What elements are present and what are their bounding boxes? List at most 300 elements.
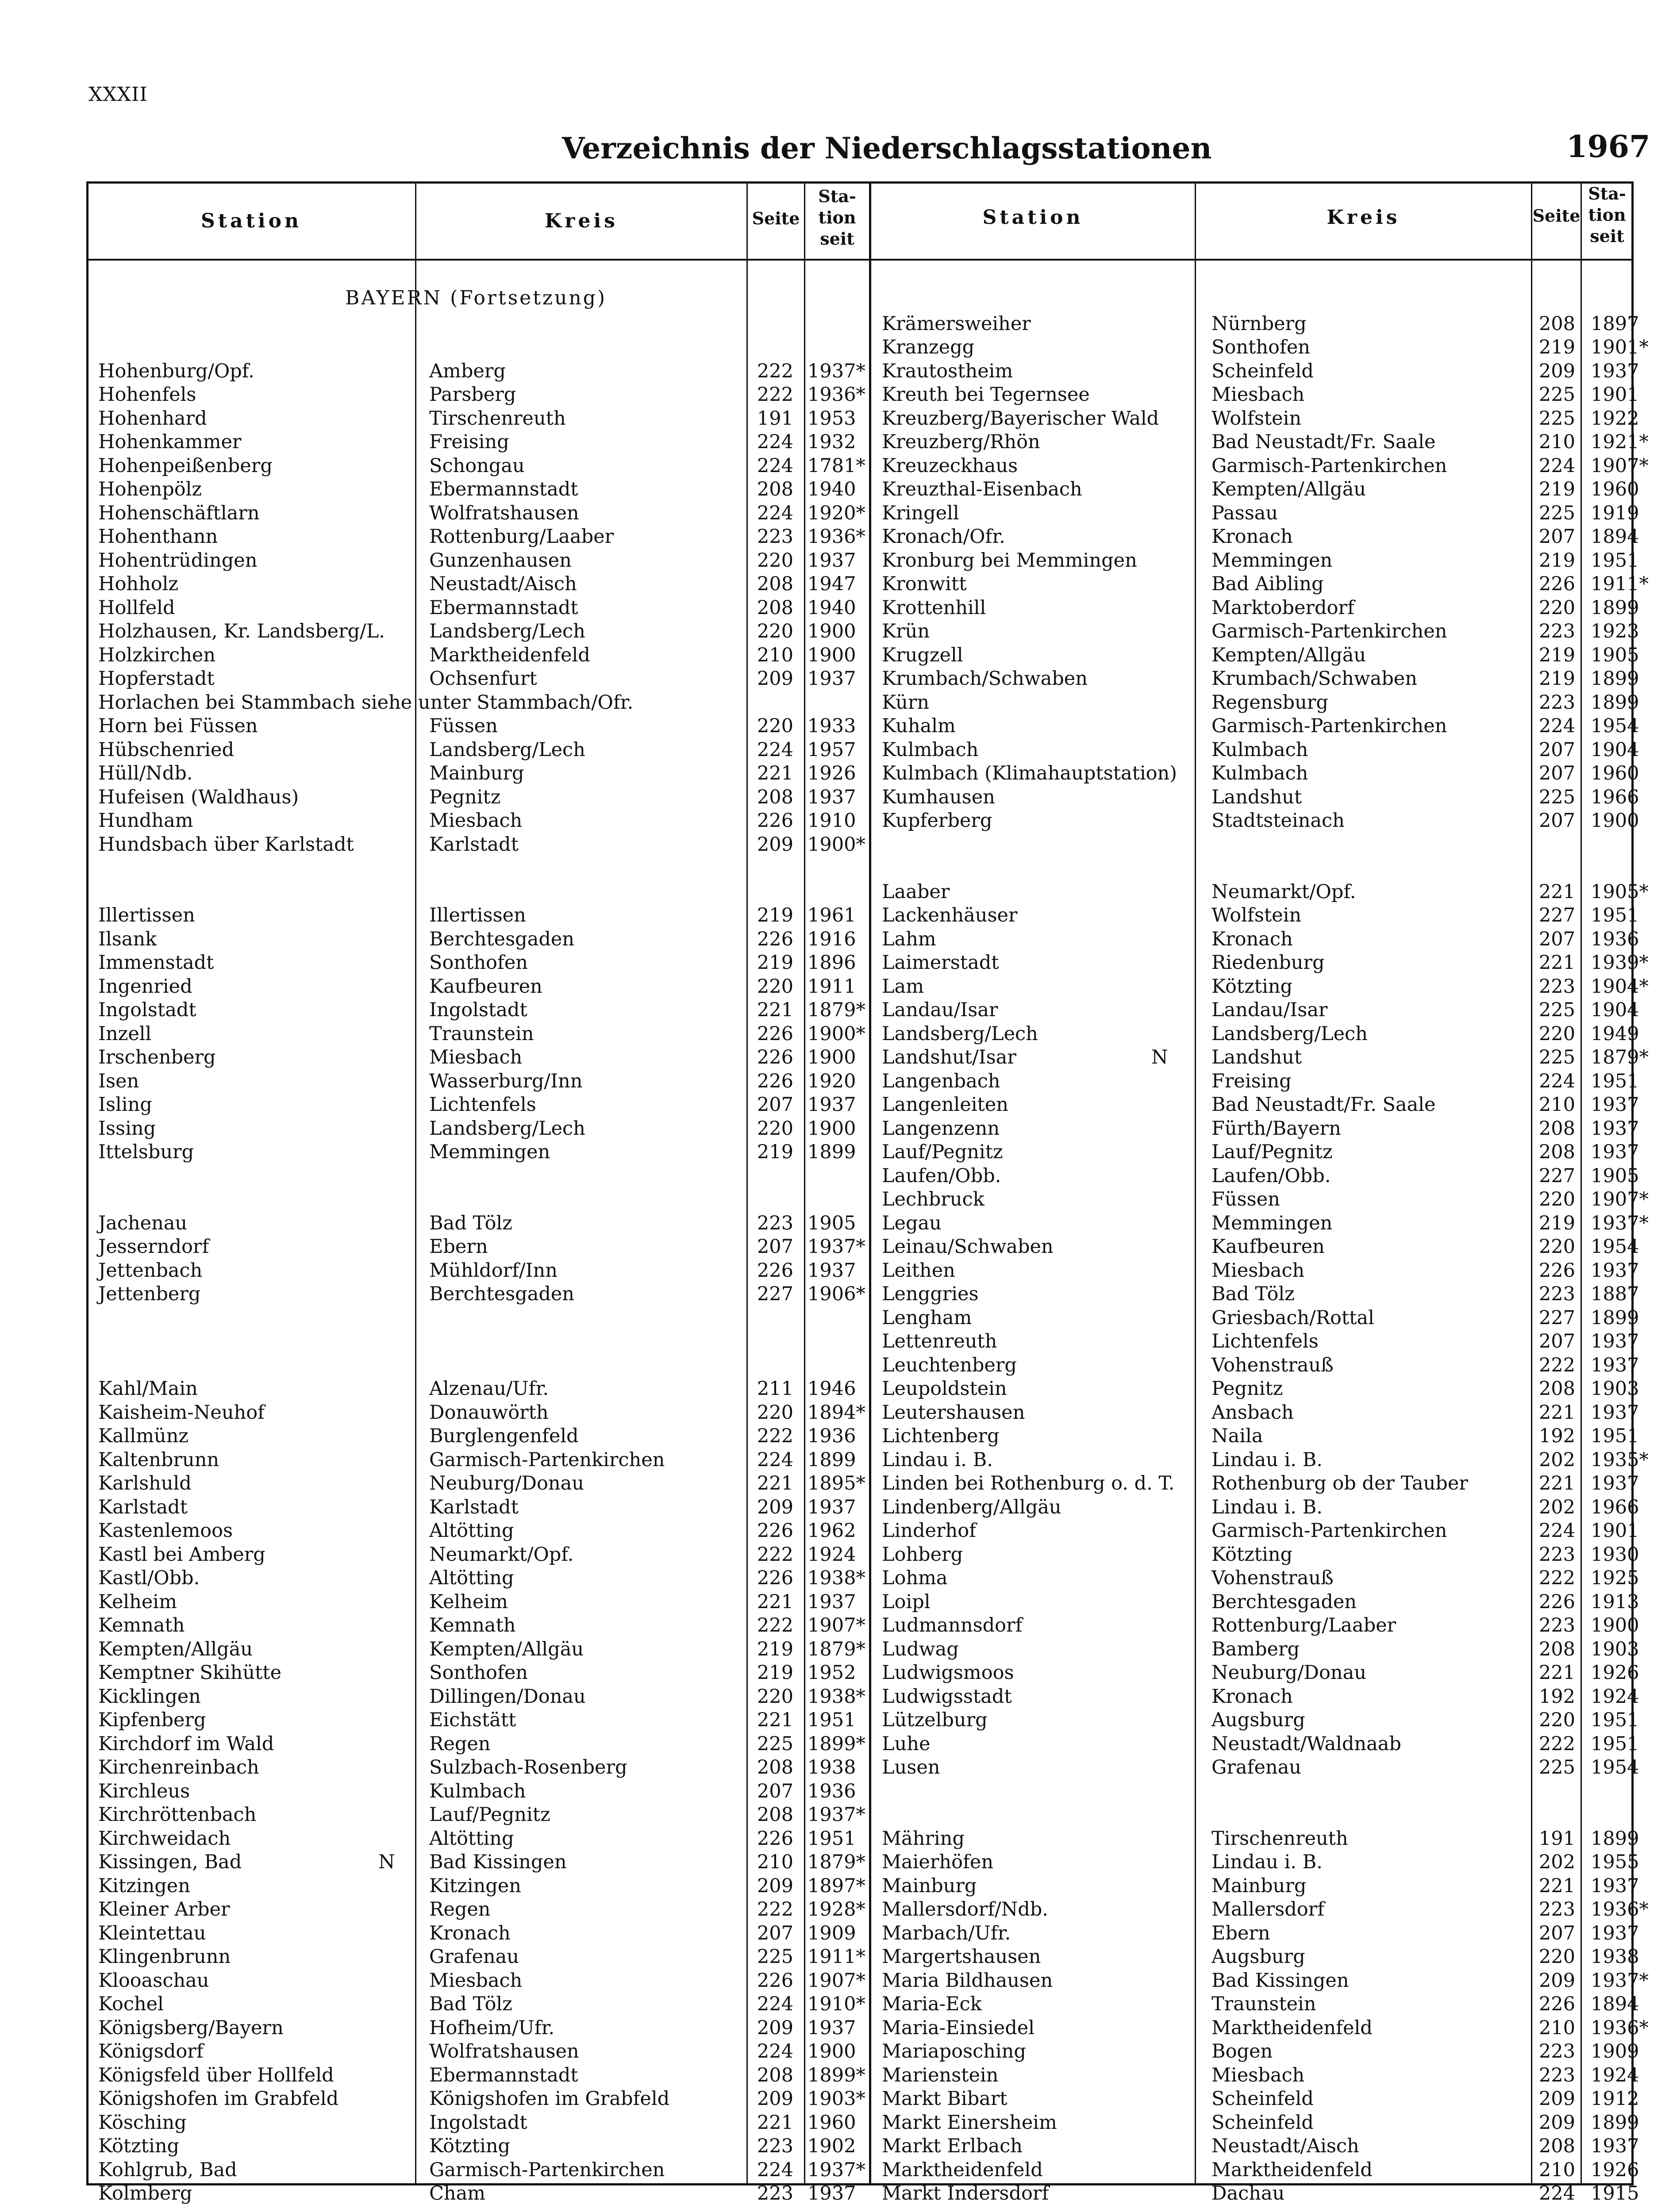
- station-seit-value: 1899*: [808, 2064, 865, 2086]
- seite-value: 208: [1538, 2135, 1575, 2157]
- kreis-name: Wolfstein: [1211, 407, 1302, 430]
- kreis-name: Altötting: [429, 1827, 514, 1850]
- station-seit-value: 1937: [808, 668, 856, 690]
- station-seit-value: 1937: [1591, 1874, 1639, 1897]
- kreis-name: Marktheidenfeld: [1211, 2158, 1373, 2181]
- station-seit-value: 1940: [808, 596, 856, 619]
- station-name: Maria-Einsiedel: [882, 2016, 1035, 2039]
- station-seit-value: 1954: [1591, 1236, 1639, 1258]
- seite-value: 227: [1538, 904, 1575, 926]
- seite-value: 222: [1538, 1567, 1575, 1589]
- station-seit-value: 1879*: [808, 1851, 865, 1873]
- station-name: Luhe: [882, 1732, 931, 1755]
- station-name: Lackenhäuser: [882, 904, 1018, 926]
- kreis-name: Kronach: [429, 1922, 511, 1944]
- station-name: Laaber: [882, 880, 950, 903]
- station-seit-value: 1962: [808, 1520, 856, 1542]
- seite-value: 220: [1538, 1188, 1575, 1210]
- station-name: Markt Indersdorf: [882, 2182, 1049, 2204]
- kreis-name: Kaufbeuren: [1211, 1236, 1325, 1258]
- station-name: Kicklingen: [98, 1685, 201, 1708]
- station-name: Holzkirchen: [98, 644, 216, 666]
- kreis-name: Altötting: [429, 1567, 514, 1589]
- seite-value: 220: [757, 1401, 793, 1424]
- seite-value: 221: [757, 1709, 793, 1731]
- station-name: Lindenberg/Allgäu: [882, 1496, 1061, 1518]
- header-seite: Seite: [1532, 206, 1581, 226]
- station-name: Hübschenried: [98, 738, 234, 761]
- station-seit-value: 1920*: [808, 502, 865, 524]
- station-seit-value: 1899: [1591, 668, 1639, 690]
- station-seit-value: 1935*: [1591, 1448, 1649, 1471]
- kreis-name: Alzenau/Ufr.: [429, 1378, 549, 1400]
- seite-value: 207: [1538, 762, 1575, 784]
- kreis-name: Ebermannstadt: [429, 2064, 578, 2086]
- seite-value: 210: [1538, 2016, 1575, 2039]
- seite-value: 209: [1538, 1969, 1575, 1992]
- seite-value: 222: [1538, 1732, 1575, 1755]
- station-seit-value: 1937: [1591, 2135, 1639, 2157]
- seite-value: 191: [1538, 1827, 1575, 1850]
- seite-value: 223: [1538, 691, 1575, 714]
- kreis-name: Bad Tölz: [1211, 1283, 1295, 1305]
- header-seit: [805, 186, 869, 250]
- kreis-name: Landshut: [1211, 786, 1302, 808]
- kreis-name: Landshut: [1211, 1046, 1302, 1068]
- column-divider: [869, 181, 871, 2185]
- station-name: Illertissen: [98, 904, 195, 926]
- station-name: Hohenkammer: [98, 431, 242, 453]
- station-name: Kronwitt: [882, 573, 967, 595]
- seite-value: 220: [757, 549, 793, 572]
- station-name: Lettenreuth: [882, 1330, 997, 1352]
- station-name: Laufen/Obb.: [882, 1164, 1001, 1187]
- header-rule: [86, 259, 1634, 261]
- kreis-name: Augsburg: [1211, 1946, 1305, 1968]
- kreis-name: Dillingen/Donau: [429, 1685, 586, 1708]
- seite-value: 219: [757, 952, 793, 974]
- station-name: Marienstein: [882, 2064, 999, 2086]
- station-name: Landshut/Isar: [882, 1046, 1016, 1068]
- kreis-name: Kötzting: [1211, 1543, 1293, 1566]
- kreis-name: Schongau: [429, 454, 525, 477]
- kreis-name: Miesbach: [1211, 1259, 1305, 1282]
- seite-value: 220: [757, 1685, 793, 1708]
- station-name: Loipl: [882, 1590, 931, 1613]
- station-seit-value: 1928*: [808, 1898, 865, 1920]
- station-seit-value: 1937: [808, 1496, 856, 1518]
- station-seit-value: 1905: [1591, 1164, 1639, 1187]
- kreis-name: Füssen: [429, 715, 498, 737]
- kreis-name: Sonthofen: [429, 952, 528, 974]
- kreis-name: Neustadt/Aisch: [1211, 2135, 1359, 2157]
- station-seit-value: 1912: [1591, 2088, 1639, 2110]
- kreis-name: Naila: [1211, 1425, 1263, 1447]
- column-rule: [1195, 181, 1196, 2185]
- station-name: Kösching: [98, 2111, 187, 2134]
- seite-value: 223: [1538, 2064, 1575, 2086]
- header-station: Station: [982, 206, 1084, 229]
- station-name: Kuhalm: [882, 715, 956, 737]
- kreis-name: Illertissen: [429, 904, 526, 926]
- seite-value: 225: [1538, 502, 1575, 524]
- station-seit-value: 1951: [808, 1709, 856, 1731]
- seite-value: 223: [757, 526, 793, 548]
- station-name: Kahl/Main: [98, 1378, 198, 1400]
- station-name: Maria Bildhausen: [882, 1969, 1053, 1992]
- station-seit-value: 1894: [1591, 526, 1639, 548]
- station-name: Hohenburg/Opf.: [98, 360, 254, 382]
- station-seit-value: 1902: [808, 2135, 856, 2157]
- station-seit-value: 1960: [1591, 478, 1639, 500]
- station-seit-value: 1907*: [1591, 454, 1649, 477]
- kreis-name: Garmisch-Partenkirchen: [429, 1448, 665, 1471]
- station-seit-value: 1937*: [1591, 1212, 1649, 1234]
- kreis-name: Garmisch-Partenkirchen: [1211, 454, 1447, 477]
- seite-value: 207: [1538, 1922, 1575, 1944]
- kreis-name: Landsberg/Lech: [1211, 1022, 1368, 1045]
- seite-value: 207: [1538, 1330, 1575, 1352]
- station-seit-value: 1781*: [808, 454, 865, 477]
- station-seit-value: 1937: [1591, 1401, 1639, 1424]
- station-seit-value: 1937: [1591, 1117, 1639, 1140]
- seite-value: 226: [757, 1567, 793, 1589]
- station-name: Karlshuld: [98, 1472, 192, 1494]
- station-seit-value: 1936: [1591, 928, 1639, 950]
- station-seit-value: 1903: [1591, 1378, 1639, 1400]
- kreis-name: Bamberg: [1211, 1638, 1300, 1660]
- seite-value: 227: [757, 1283, 793, 1305]
- seite-value: 209: [757, 1874, 793, 1897]
- kreis-name: Laufen/Obb.: [1211, 1164, 1331, 1187]
- station-name: Jesserndorf: [98, 1236, 209, 1258]
- kreis-name: Rottenburg/Laaber: [1211, 1614, 1396, 1636]
- kreis-name: Kempten/Allgäu: [1211, 644, 1366, 666]
- station-name: Kirchröttenbach: [98, 1804, 257, 1826]
- station-name: Jachenau: [98, 1212, 188, 1234]
- station-name: Ittelsburg: [98, 1141, 194, 1163]
- kreis-name: Sulzbach-Rosenberg: [429, 1756, 627, 1778]
- station-seit-value: 1951: [1591, 904, 1639, 926]
- kreis-name: Landau/Isar: [1211, 999, 1328, 1021]
- seite-value: 223: [1538, 620, 1575, 642]
- station-name: Hopferstadt: [98, 668, 215, 690]
- station-seit-value: 1900: [808, 1117, 856, 1140]
- station-name: Lindau i. B.: [882, 1448, 993, 1471]
- kreis-name: Freising: [1211, 1070, 1292, 1092]
- station-name: Kolmberg: [98, 2182, 192, 2204]
- station-name: Kemptner Skihütte: [98, 1662, 282, 1684]
- seite-value: 224: [1538, 2182, 1575, 2204]
- seite-value: 219: [757, 1638, 793, 1660]
- station-seit-value: 1922: [1591, 407, 1639, 430]
- station-seit-value: 1953: [808, 407, 856, 430]
- kreis-name: Scheinfeld: [1211, 2111, 1314, 2134]
- station-seit-value: 1937*: [808, 1236, 865, 1258]
- station-seit-value: 1900: [808, 1046, 856, 1068]
- seite-value: 210: [757, 644, 793, 666]
- kreis-name: Kitzingen: [429, 1874, 521, 1897]
- kreis-name: Pegnitz: [429, 786, 501, 808]
- station-name: Marbach/Ufr.: [882, 1922, 1011, 1944]
- section-label: BAYERN (Fortsetzung): [345, 287, 607, 309]
- seite-value: 219: [757, 904, 793, 926]
- station-name: Mähring: [882, 1827, 965, 1850]
- kreis-name: Garmisch-Partenkirchen: [1211, 715, 1447, 737]
- station-name: Langenbach: [882, 1070, 1000, 1092]
- station-seit-value: 1907*: [808, 1614, 865, 1636]
- station-name: Lechbruck: [882, 1188, 985, 1210]
- kreis-name: Garmisch-Partenkirchen: [429, 2158, 665, 2181]
- station-name: Hollfeld: [98, 596, 175, 619]
- station-seit-value: 1900: [808, 644, 856, 666]
- station-seit-value: 1952: [808, 1662, 856, 1684]
- kreis-name: Wasserburg/Inn: [429, 1070, 583, 1092]
- seite-value: 222: [1538, 1354, 1575, 1376]
- station-seit-value: 1900*: [808, 833, 865, 856]
- station-mark: N: [378, 1851, 395, 1873]
- station-name: Kirchenreinbach: [98, 1756, 259, 1778]
- kreis-name: Ebern: [1211, 1922, 1270, 1944]
- kreis-name: Dachau: [1211, 2182, 1285, 2204]
- station-name: Mariaposching: [882, 2040, 1026, 2062]
- station-seit-value: 1919: [1591, 502, 1639, 524]
- seite-value: 222: [757, 1898, 793, 1920]
- station-seit-value: 1904: [1591, 999, 1639, 1021]
- station-seit-value: 1907*: [808, 1969, 865, 1992]
- station-seit-value: 1901: [1591, 1520, 1639, 1542]
- kreis-name: Neustadt/Aisch: [429, 573, 577, 595]
- seite-value: 219: [1538, 549, 1575, 572]
- station-name: Kleiner Arber: [98, 1898, 230, 1920]
- kreis-name: Berchtesgaden: [429, 928, 575, 950]
- station-name: Kempten/Allgäu: [98, 1638, 253, 1660]
- station-seit-value: 1899: [1591, 2111, 1639, 2134]
- station-seit-value: 1903: [1591, 1638, 1639, 1660]
- station-seit-value: 1911: [808, 975, 856, 998]
- station-name: Lohma: [882, 1567, 948, 1589]
- kreis-name: Freising: [429, 431, 509, 453]
- station-mark: N: [1151, 1046, 1168, 1068]
- station-name: Krottenhill: [882, 596, 986, 619]
- seite-value: 210: [1538, 1094, 1575, 1116]
- station-seit-value: 1955: [1591, 1851, 1639, 1873]
- station-name: Lam: [882, 975, 924, 998]
- kreis-name: Wolfratshausen: [429, 2040, 579, 2062]
- kreis-name: Kötzting: [429, 2135, 511, 2157]
- station-seit-value: 1901*: [1591, 336, 1649, 358]
- station-seit-value: 1937: [1591, 1094, 1639, 1116]
- station-seit-value: 1924: [1591, 2064, 1639, 2086]
- header-seit-line: tion: [1588, 205, 1626, 225]
- seite-value: 221: [1538, 880, 1575, 903]
- kreis-name: Rottenburg/Laaber: [429, 526, 614, 548]
- station-seit-value: 1926: [1591, 2158, 1639, 2181]
- kreis-name: Garmisch-Partenkirchen: [1211, 1520, 1447, 1542]
- station-name: Kreuzeckhaus: [882, 454, 1018, 477]
- station-seit-value: 1913: [1591, 1590, 1639, 1613]
- station-seit-value: 1951: [1591, 1709, 1639, 1731]
- column-rule: [804, 181, 805, 2185]
- station-name: Kupferberg: [882, 810, 992, 832]
- station-seit-value: 1937: [1591, 1141, 1639, 1163]
- kreis-name: Kulmbach: [429, 1780, 526, 1802]
- kreis-name: Berchtesgaden: [429, 1283, 575, 1305]
- station-seit-value: 1947: [808, 573, 856, 595]
- year: 1967: [1566, 129, 1650, 165]
- kreis-name: Burglengenfeld: [429, 1425, 579, 1447]
- seite-value: 222: [757, 384, 793, 406]
- station-name: Kissingen, Bad: [98, 1851, 242, 1873]
- station-name: Kranzegg: [882, 336, 975, 358]
- station-name: Isen: [98, 1070, 139, 1092]
- seite-value: 224: [1538, 715, 1575, 737]
- kreis-name: Pegnitz: [1211, 1378, 1283, 1400]
- station-seit-value: 1905: [808, 1212, 856, 1234]
- kreis-name: Grafenau: [1211, 1756, 1301, 1778]
- kreis-name: Kempten/Allgäu: [429, 1638, 584, 1660]
- station-seit-value: 1911*: [808, 1946, 865, 1968]
- kreis-name: Miesbach: [1211, 2064, 1305, 2086]
- kreis-name: Kronach: [1211, 928, 1293, 950]
- station-name: Kirchweidach: [98, 1827, 231, 1850]
- seite-value: 224: [757, 1993, 793, 2015]
- station-name: Hundsbach über Karlstadt: [98, 833, 354, 856]
- station-seit-value: 1894*: [808, 1401, 865, 1424]
- kreis-name: Grafenau: [429, 1946, 519, 1968]
- seite-value: 221: [1538, 1472, 1575, 1494]
- station-name: Leuchtenberg: [882, 1354, 1017, 1376]
- seite-value: 220: [1538, 596, 1575, 619]
- seite-value: 225: [1538, 407, 1575, 430]
- station-name: Königshofen im Grabfeld: [98, 2088, 339, 2110]
- kreis-name: Kronach: [1211, 1685, 1293, 1708]
- seite-value: 223: [1538, 2040, 1575, 2062]
- header-seit-line: tion: [818, 207, 856, 227]
- kreis-name: Neuburg/Donau: [429, 1472, 584, 1494]
- station-name: Kringell: [882, 502, 959, 524]
- station-seit-value: 1937: [808, 2182, 856, 2204]
- seite-value: 227: [1538, 1164, 1575, 1187]
- station-seit-value: 1906*: [808, 1283, 865, 1305]
- seite-value: 202: [1538, 1448, 1575, 1471]
- kreis-name: Kulmbach: [1211, 738, 1308, 761]
- kreis-name: Lichtenfels: [429, 1094, 536, 1116]
- kreis-name: Mühldorf/Inn: [429, 1259, 558, 1282]
- station-seit-value: 1879*: [808, 1638, 865, 1660]
- seite-value: 209: [757, 2088, 793, 2110]
- station-seit-value: 1937: [808, 1094, 856, 1116]
- seite-value: 224: [757, 454, 793, 477]
- seite-value: 219: [1538, 336, 1575, 358]
- station-name: Markt Erlbach: [882, 2135, 1023, 2157]
- station-name: Kastl bei Amberg: [98, 1543, 265, 1566]
- station-name: Kreuzberg/Bayerischer Wald: [882, 407, 1159, 430]
- station-seit-value: 1926: [808, 762, 856, 784]
- station-name: Kronach/Ofr.: [882, 526, 1005, 548]
- station-seit-value: 1938: [808, 1756, 856, 1778]
- kreis-name: Bad Tölz: [429, 1993, 512, 2015]
- station-name: Ludwigsmoos: [882, 1662, 1014, 1684]
- column-rule: [746, 181, 748, 2185]
- seite-value: 224: [757, 738, 793, 761]
- seite-value: 226: [1538, 573, 1575, 595]
- page-title: Verzeichnis der Niederschlagsstationen: [562, 131, 1212, 165]
- station-name: Hüll/Ndb.: [98, 762, 193, 784]
- station-name: Kelheim: [98, 1590, 177, 1613]
- kreis-name: Krumbach/Schwaben: [1211, 668, 1417, 690]
- kreis-name: Marktheidenfeld: [1211, 2016, 1373, 2039]
- station-seit-value: 1899: [1591, 1306, 1639, 1329]
- station-name: Issing: [98, 1117, 156, 1140]
- station-name: Ilsank: [98, 928, 157, 950]
- station-seit-value: 1937*: [808, 1804, 865, 1826]
- station-seit-value: 1937: [1591, 1330, 1639, 1352]
- station-seit-value: 1951: [1591, 1070, 1639, 1092]
- seite-value: 226: [757, 1827, 793, 1850]
- kreis-name: Griesbach/Rottal: [1211, 1306, 1374, 1329]
- station-name: Langenzenn: [882, 1117, 1000, 1140]
- kreis-name: Mallersdorf: [1211, 1898, 1325, 1920]
- kreis-name: Bad Kissingen: [429, 1851, 567, 1873]
- seite-value: 220: [1538, 1709, 1575, 1731]
- seite-value: 225: [1538, 384, 1575, 406]
- seite-value: 220: [1538, 1946, 1575, 1968]
- station-seit-value: 1924: [1591, 1685, 1639, 1708]
- seite-value: 223: [1538, 1543, 1575, 1566]
- station-seit-value: 1930: [1591, 1543, 1639, 1566]
- kreis-name: Marktoberdorf: [1211, 596, 1354, 619]
- kreis-name: Wolfstein: [1211, 904, 1302, 926]
- station-name: Kulmbach: [882, 738, 979, 761]
- seite-value: 208: [1538, 1141, 1575, 1163]
- kreis-name: Regen: [429, 1898, 491, 1920]
- kreis-name: Riedenburg: [1211, 952, 1325, 974]
- station-name: Kirchdorf im Wald: [98, 1732, 274, 1755]
- seite-value: 221: [757, 1590, 793, 1613]
- kreis-name: Landsberg/Lech: [429, 1117, 585, 1140]
- seite-value: 202: [1538, 1851, 1575, 1873]
- station-name: Kreuth bei Tegernsee: [882, 384, 1090, 406]
- station-name: Kipfenberg: [98, 1709, 206, 1731]
- station-seit-value: 1911*: [1591, 573, 1649, 595]
- kreis-name: Regensburg: [1211, 691, 1328, 714]
- kreis-name: Memmingen: [1211, 1212, 1333, 1234]
- station-name: Jettenberg: [98, 1283, 201, 1305]
- kreis-name: Amberg: [429, 360, 506, 382]
- station-seit-value: 1905*: [1591, 880, 1649, 903]
- kreis-name: Marktheidenfeld: [429, 644, 590, 666]
- station-name: Klooaschau: [98, 1969, 209, 1992]
- seite-value: 208: [1538, 312, 1575, 335]
- header-kreis: Kreis: [545, 210, 618, 232]
- seite-value: 221: [757, 2111, 793, 2134]
- kreis-name: Traunstein: [1211, 1993, 1316, 2015]
- header-seit-line: seit: [1590, 226, 1624, 246]
- station-name: Linderhof: [882, 1520, 977, 1542]
- kreis-name: Mainburg: [1211, 1874, 1307, 1897]
- station-name: Markt Einersheim: [882, 2111, 1057, 2134]
- seite-value: 223: [1538, 1283, 1575, 1305]
- station-seit-value: 1916: [808, 928, 856, 950]
- station-name: Leupoldstein: [882, 1378, 1007, 1400]
- station-name: Kronburg bei Memmingen: [882, 549, 1137, 572]
- station-seit-value: 1904*: [1591, 975, 1649, 998]
- kreis-name: Garmisch-Partenkirchen: [1211, 620, 1447, 642]
- station-name: Kaltenbrunn: [98, 1448, 219, 1471]
- header-seit-line: Sta-: [1588, 184, 1626, 204]
- kreis-name: Ochsenfurt: [429, 668, 537, 690]
